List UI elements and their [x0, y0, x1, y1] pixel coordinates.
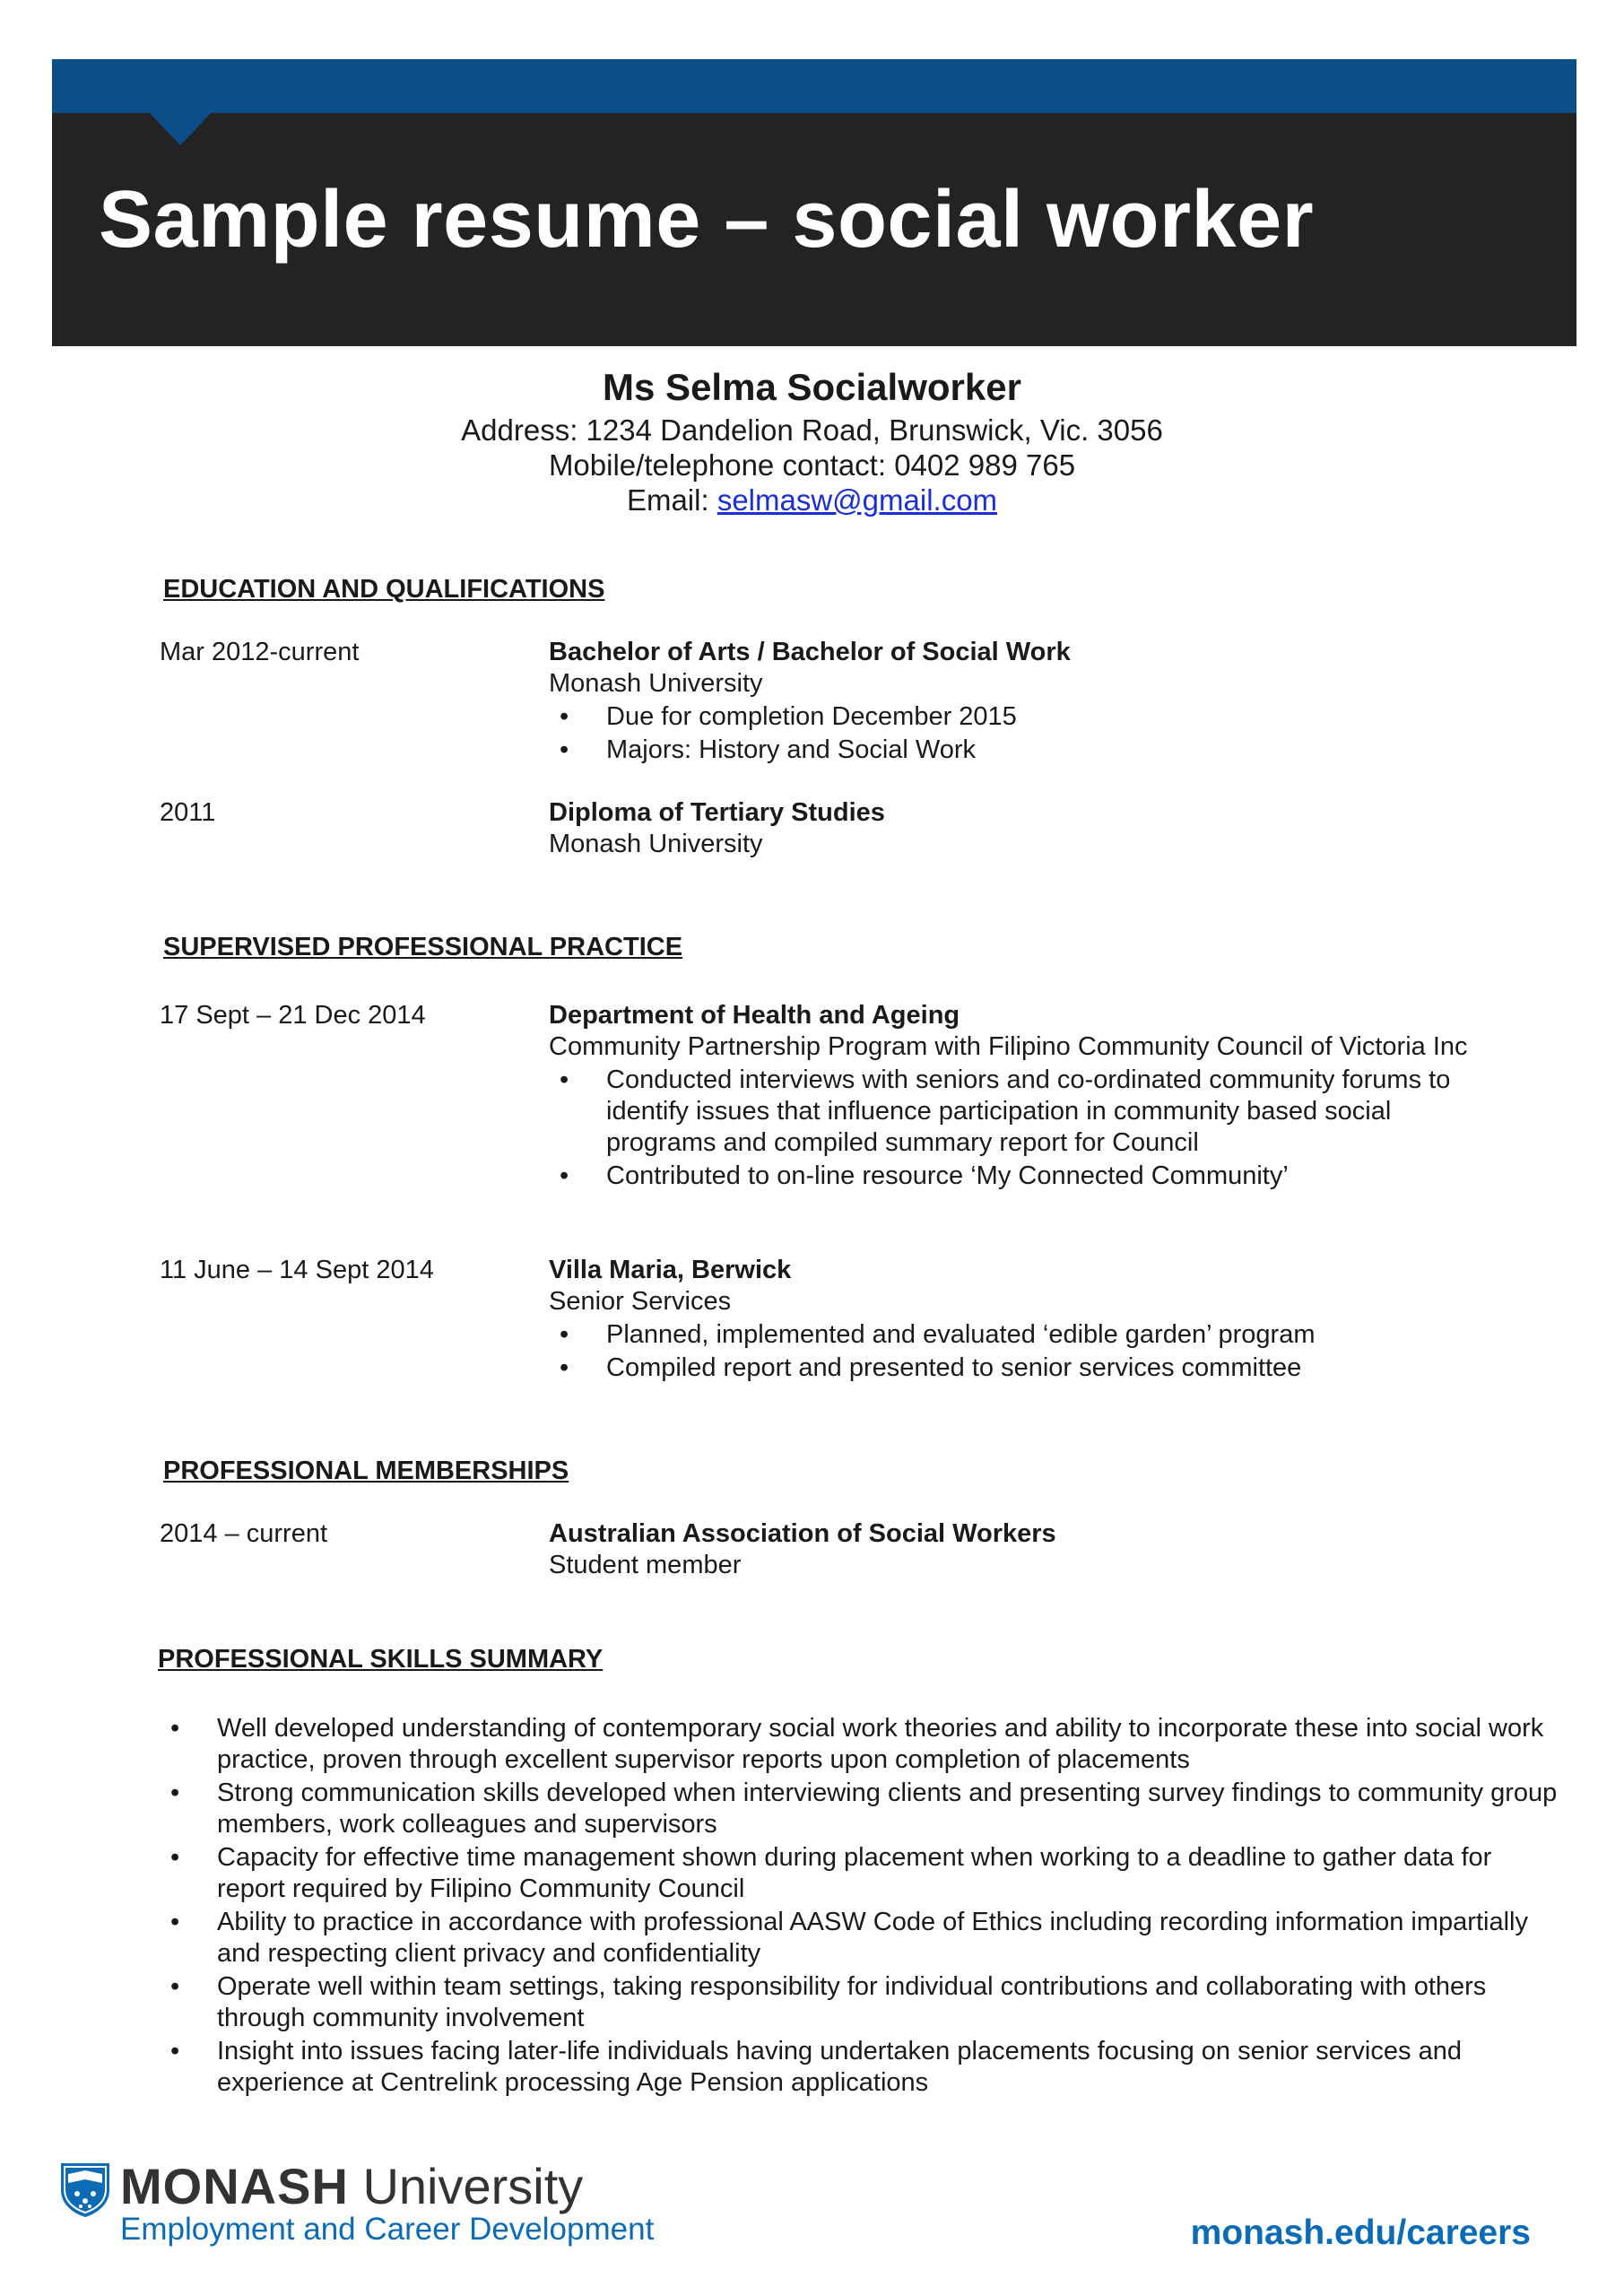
entry-bullets: [549, 1065, 1499, 1192]
skill-item: • Capacity for effective time management shown during placement when working to a deadline to gather data for report required by Filipino Community Council: [160, 1842, 1559, 1905]
entry-subtitle: Monash University: [549, 669, 763, 698]
contact-phone: Mobile/telephone contact: 0402 989 765: [548, 448, 1076, 482]
entry-date: Mar 2012-current: [160, 638, 360, 666]
skill-item: • Operate well within team settings, taking responsibility for individual contributions and collaborating with others through community involvement: [160, 1971, 1559, 2034]
department-name: Employment and Career Development: [120, 2212, 655, 2247]
wordmark-rest: University: [348, 2158, 584, 2214]
university-wordmark: [120, 2158, 584, 2214]
entry-bullets: [549, 701, 1499, 766]
skill-item: • Strong communication skills developed when interviewing clients and presenting survey findings to community group members, work colleagues and supervisors: [160, 1778, 1559, 1840]
document-title: Sample resume – social worker: [99, 175, 1315, 265]
section-heading-education: EDUCATION AND QUALIFICATIONS: [163, 575, 605, 604]
contact-address: Address: 1234 Dandelion Road, Brunswick, Vic. 3056: [461, 413, 1163, 447]
skill-item: • Well developed understanding of contemporary social work theories and ability to incorporate these into social work practice, proven through excellent supervisor reports upon completion of placements: [160, 1713, 1559, 1776]
bullet-item: • Conducted interviews with seniors and co-ordinated community forums to identify issues that influence participation in community based social programs and compiled summary report for Council: [549, 1065, 1499, 1159]
bullet-item: • Majors: History and Social Work: [549, 735, 1499, 766]
entry-subtitle: Monash University: [549, 830, 763, 858]
monash-crest-icon: [56, 2160, 115, 2219]
section-heading-practice: SUPERVISED PROFESSIONAL PRACTICE: [163, 933, 683, 961]
email-link[interactable]: selmasw@gmail.com: [716, 483, 998, 517]
entry-body: [549, 1255, 1499, 1384]
entry-body: [549, 1000, 1499, 1192]
entry-subtitle: Senior Services: [549, 1287, 732, 1316]
careers-link[interactable]: monash.edu/careers: [1190, 2213, 1531, 2252]
entry-date: 11 June – 14 Sept 2014: [160, 1256, 434, 1284]
candidate-name: Ms Selma Socialworker: [603, 366, 1021, 408]
entry-date: 2014 – current: [160, 1519, 328, 1548]
entry-body: [549, 637, 1499, 766]
entry-title: Department of Health and Ageing: [549, 1001, 960, 1030]
contact-email-line: [0, 483, 1624, 517]
email-label: Email:: [626, 483, 717, 517]
entry-title: Diploma of Tertiary Studies: [549, 798, 885, 827]
bullet-item: • Compiled report and presented to senior services committee: [549, 1352, 1499, 1384]
entry-title: Bachelor of Arts / Bachelor of Social Work: [549, 638, 1071, 666]
entry-subtitle: Community Partnership Program with Filipino Community Council of Victoria Inc: [549, 1032, 1468, 1061]
entry-bullets: [549, 1319, 1499, 1384]
entry-body: [549, 797, 1499, 860]
header-accent-bar: [52, 59, 1576, 113]
header-notch: [148, 111, 213, 145]
entry-date: 2011: [160, 798, 216, 827]
skill-item: • Ability to practice in accordance with professional AASW Code of Ethics including recording information impartially and respecting client privacy and confidentiality: [160, 1907, 1559, 1970]
section-heading-memberships: PROFESSIONAL MEMBERSHIPS: [163, 1457, 569, 1485]
section-heading-skills: PROFESSIONAL SKILLS SUMMARY: [158, 1645, 604, 1674]
entry-title: Villa Maria, Berwick: [549, 1256, 792, 1284]
contact-block: [0, 362, 1624, 517]
entry-subtitle: Student member: [549, 1551, 742, 1579]
bullet-item: • Due for completion December 2015: [549, 701, 1499, 733]
skills-list: [160, 1711, 1559, 2099]
wordmark-bold: MONASH: [120, 2158, 349, 2214]
skill-item: • Insight into issues facing later-life individuals having undertaken placements focusing on senior services and experience at Centrelink processing Age Pension applications: [160, 2036, 1559, 2099]
entry-title: Australian Association of Social Workers: [549, 1519, 1056, 1548]
entry-date: 17 Sept – 21 Dec 2014: [160, 1001, 426, 1030]
bullet-item: • Contributed to on-line resource ‘My Connected Community’: [549, 1161, 1499, 1192]
bullet-item: • Planned, implemented and evaluated ‘edible garden’ program: [549, 1319, 1499, 1351]
entry-body: [549, 1518, 1499, 1581]
